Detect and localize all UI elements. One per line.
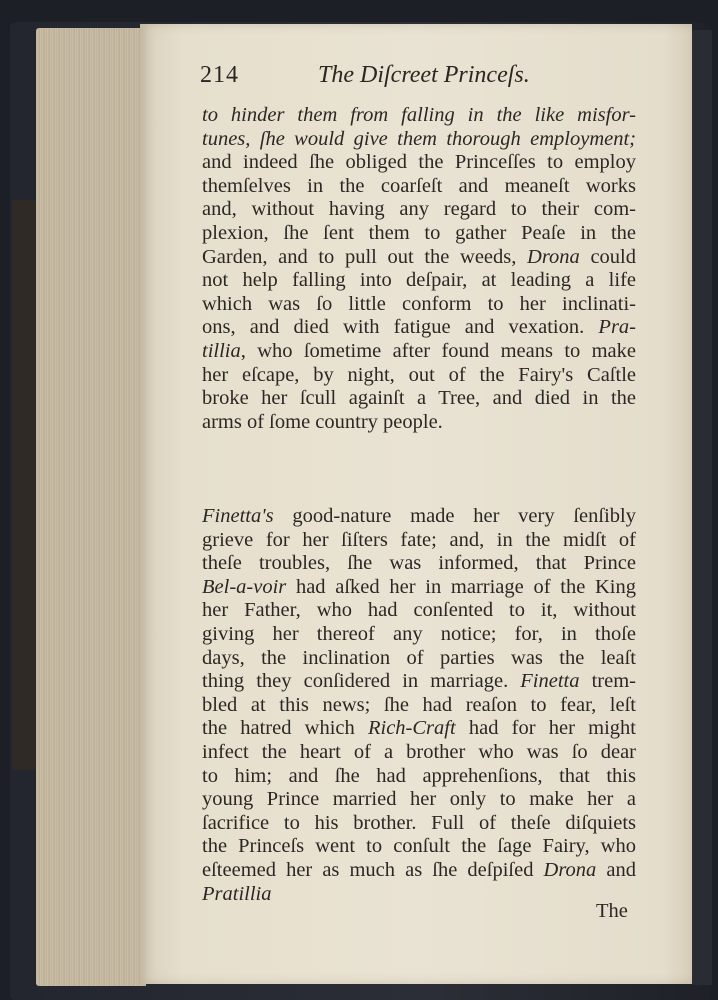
text-run: had aſked her in marriage of the King	[286, 575, 636, 598]
text-line	[202, 128, 636, 152]
text-run: had for her might	[455, 717, 636, 740]
catchword: The	[596, 900, 628, 922]
text-line	[202, 151, 636, 175]
text-line	[202, 222, 636, 246]
italic-text: tunes, ſhe would give them thorough employment;	[202, 127, 636, 150]
text-run: which was ſo little conform to her inclinati-	[202, 292, 636, 315]
text-run: the Princeſs went to conſult the ſage Fairy, who	[202, 835, 636, 858]
text-run: infect the heart of a brother who was ſo dear	[202, 740, 636, 763]
text-run: and	[596, 858, 636, 881]
paragraph-1	[202, 104, 636, 434]
text-line	[202, 741, 636, 765]
text-run: giving her thereof any notice; for, in thoſe	[202, 622, 636, 645]
text-line	[202, 883, 636, 907]
text-run: not help falling into deſpair, at leading a life	[202, 269, 636, 292]
text-line	[202, 694, 636, 718]
italic-text: Bel-a-voir	[202, 575, 287, 598]
text-line	[202, 104, 636, 128]
text-line	[202, 623, 636, 647]
text-line	[202, 788, 636, 812]
text-run: ſacrifice to his brother. Full of theſe diſquiets	[202, 811, 636, 834]
text-run: eſteemed her as much as ſhe deſpiſed	[202, 858, 544, 881]
text-run: themſelves in the coarſeſt and meaneſt works	[202, 174, 636, 197]
text-line	[202, 529, 636, 553]
text-run: and indeed ſhe obliged the Princeſſes to employ	[202, 151, 636, 174]
text-run: theſe troubles, ſhe was informed, that Prince	[202, 552, 636, 575]
italic-text: Finetta	[520, 670, 580, 693]
text-run: days, the inclination of parties was the leaſt	[202, 646, 636, 669]
text-line	[202, 293, 636, 317]
text-line	[202, 670, 636, 694]
italic-text: tillia	[202, 339, 241, 362]
text-run: , who ſometime after found means to make	[240, 339, 636, 362]
book-spine	[12, 200, 38, 770]
text-line	[202, 859, 636, 883]
text-run: her Father, who had conſented to it, without	[202, 599, 636, 622]
text-run: good-nature made her very ſenſibly	[273, 505, 636, 527]
text-line	[202, 364, 636, 388]
italic-text: Drona	[543, 858, 597, 881]
page-number: 214	[200, 62, 239, 88]
text-run: bled at this news; ſhe had reaſon to fear, leſt	[202, 693, 636, 716]
italic-text: to hinder them from falling in the like misfor-	[202, 104, 636, 126]
text-run: ons, and died with fatigue and vexation.	[202, 316, 599, 339]
text-run: could	[579, 245, 637, 268]
italic-text: Pratillia	[202, 882, 272, 905]
text-line	[202, 552, 636, 576]
text-line	[202, 599, 636, 623]
text-run: young Prince married her only to make her a	[202, 788, 636, 811]
text-line	[202, 198, 636, 222]
running-title: The Diſcreet Princeſs.	[318, 62, 530, 88]
text-line	[202, 387, 636, 411]
text-run: plexion, ſhe ſent them to gather Peaſe in the	[202, 221, 636, 244]
italic-text: Rich-Craft	[367, 717, 456, 740]
text-line	[202, 269, 636, 293]
text-run: grieve for her ſiſters fate; and, in the midſt of	[202, 528, 636, 551]
text-run: broke her ſcull againſt a Tree, and died in the	[202, 387, 636, 410]
italic-text: Finetta's	[202, 505, 274, 527]
text-run: to him; and ſhe had apprehenſions, that this	[202, 764, 636, 787]
text-run: her eſcape, by night, out of the Fairy's Caſtle	[202, 363, 636, 386]
text-run: thing they conſidered in marriage.	[202, 670, 521, 693]
text-run: the hatred which	[202, 717, 368, 740]
text-line	[202, 835, 636, 859]
italic-text: Drona	[527, 245, 580, 268]
text-run: Garden, and to pull out the weeds,	[202, 245, 528, 268]
text-line	[202, 411, 636, 435]
text-run: trem-	[579, 670, 636, 693]
text-line	[202, 812, 636, 836]
text-line	[202, 316, 636, 340]
text-line	[202, 175, 636, 199]
facing-cover-edge	[692, 30, 712, 985]
text-run: arms of ſome country people.	[202, 410, 443, 433]
text-run: and, without having any regard to their com-	[202, 198, 636, 221]
paragraph-2	[202, 505, 636, 906]
text-line	[202, 765, 636, 789]
page-edges	[36, 28, 146, 986]
text-line	[202, 717, 636, 741]
italic-text: Pra-	[598, 316, 636, 339]
text-line	[202, 576, 636, 600]
text-line	[202, 505, 636, 529]
text-line	[202, 340, 636, 364]
text-line	[202, 246, 636, 270]
text-line	[202, 647, 636, 671]
